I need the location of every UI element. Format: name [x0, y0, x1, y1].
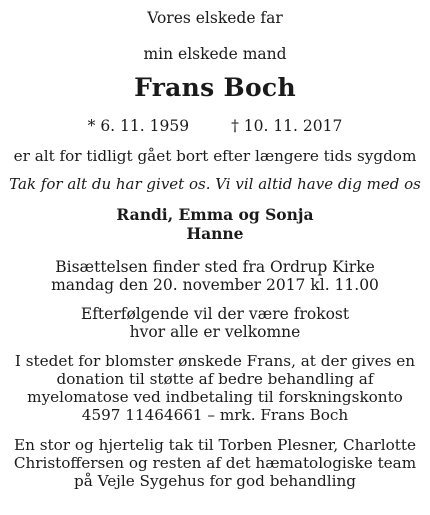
deceased-name: Frans Boch [134, 73, 296, 102]
donation-line-4: 4597 11464661 – mrk. Frans Boch [81, 406, 349, 424]
intro-line-1: Vores elskede far [147, 9, 283, 27]
life-dates [0, 117, 430, 135]
donation-line-1: I stedet for blomster ønskede Frans, at der gives en [14, 352, 416, 370]
intro-line-2: min elskede mand [143, 45, 287, 63]
reception-line-1: Efterfølgende vil der være frokost [80, 305, 350, 323]
donation-line-2: donation til støtte af bedre behandling af [56, 370, 374, 388]
thanks-line-2: Christoffersen og resten af det hæmatologiske team [13, 454, 417, 472]
family-line-2: Hanne [186, 224, 244, 243]
donation-line-3: myelomatose ved indbetaling til forskningskonto [27, 388, 403, 406]
family-line-1: Randi, Emma og Sonja [116, 205, 314, 224]
reception-line-2: hvor alle er velkomne [129, 323, 301, 341]
thanks-line-1: En stor og hjertelig tak til Torben Plesner, Charlotte [14, 436, 416, 454]
statement-line: er alt for tidligt gået bort efter længere tids sygdom [13, 147, 417, 165]
funeral-line-2: mandag den 20. november 2017 kl. 11.00 [51, 276, 379, 294]
funeral-line-1: Bisættelsen finder sted fra Ordrup Kirke [55, 258, 375, 276]
thanks-line-3: på Vejle Sygehus for god behandling [74, 472, 356, 490]
birth-date: * 6. 11. 1959 [87, 117, 190, 135]
tribute-line: Tak for alt du har givet os. Vi vil altid have dig med os [9, 175, 421, 193]
death-date: † 10. 11. 2017 [231, 117, 343, 135]
